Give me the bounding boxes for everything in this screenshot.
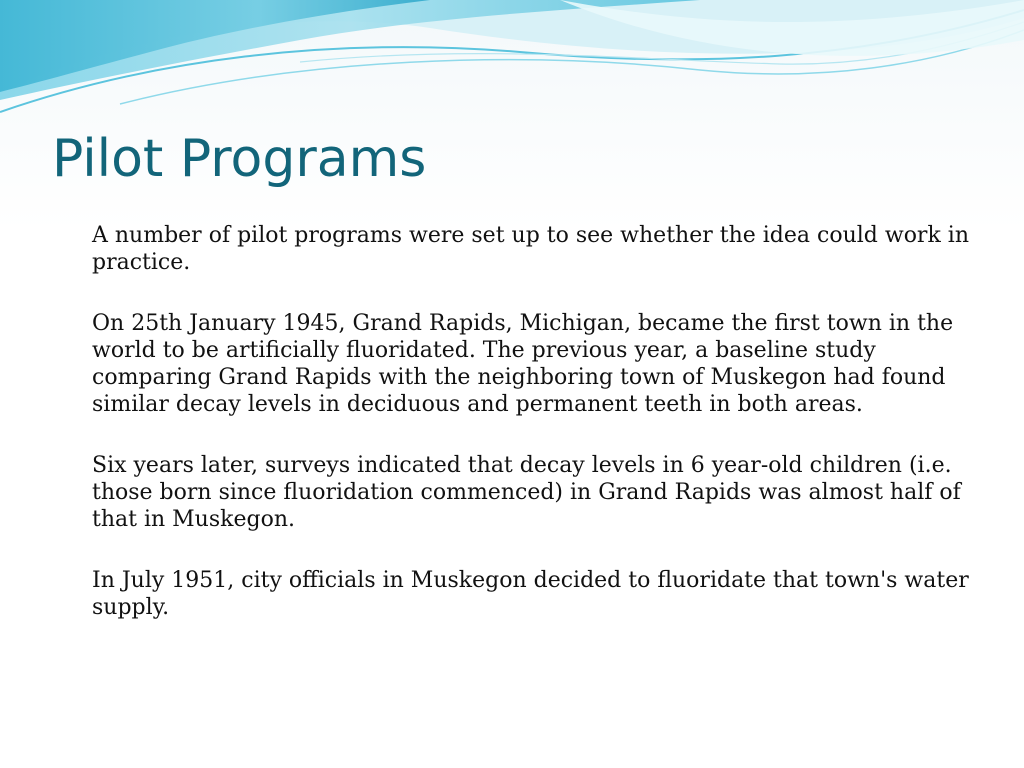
paragraph-muskegon-decision: In July 1951, city officials in Muskegon decided to fluoridate that town's water supply. xyxy=(92,568,969,620)
paragraph-intro: A number of pilot programs were set up to see whether the idea could work in practice. xyxy=(92,223,969,275)
paragraph-survey-results: Six years later, surveys indicated that decay levels in 6 year-old children (i.e. those born since fluoridation commenced) in Grand Rapids was almost half of that in Muskegon. xyxy=(92,453,961,532)
paragraph-grand-rapids: On 25th January 1945, Grand Rapids, Michigan, became the first town in the world to be artificially fluoridated. The previous year, a baseline study comparing Grand Rapids with the neighboring town of Muskegon had found similar decay levels in deciduous and permanent teeth in both areas. xyxy=(92,311,954,417)
decorative-wave-banner xyxy=(0,0,1024,130)
slide-title: Pilot Programs xyxy=(52,129,427,189)
slide-body xyxy=(92,222,972,655)
